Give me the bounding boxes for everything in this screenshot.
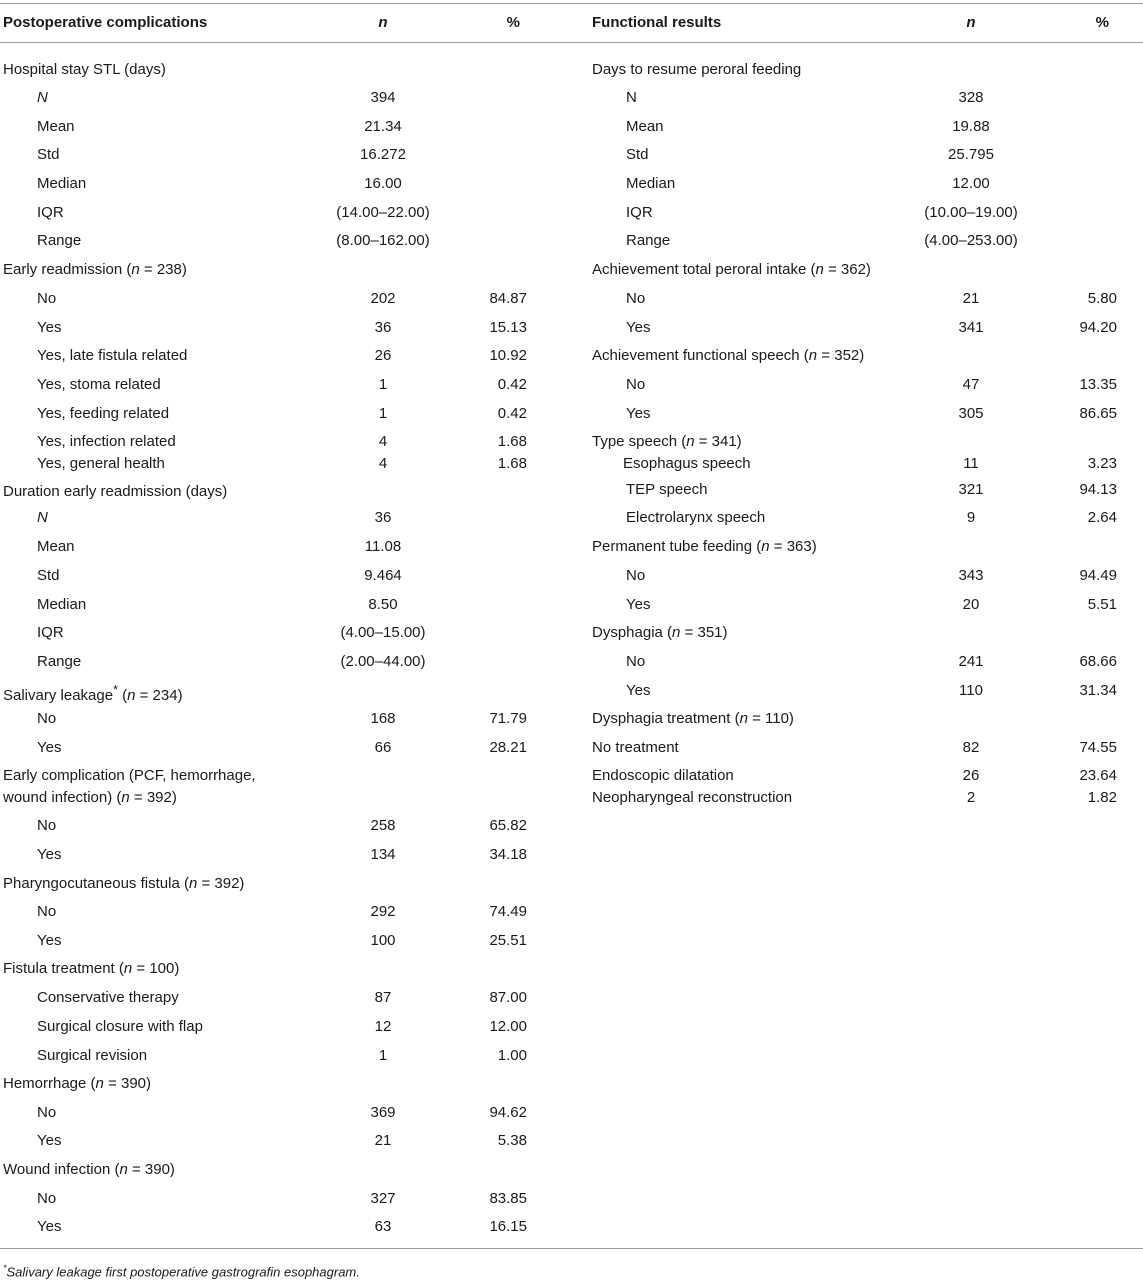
left-row-label: Median bbox=[37, 596, 87, 613]
left-row-label: Salivary leakage* (n = 234) bbox=[3, 683, 183, 704]
right-row-pct: 13.35 bbox=[1079, 376, 1117, 393]
right-row-label: Yes bbox=[626, 596, 651, 613]
left-row-n: 1 bbox=[378, 1047, 388, 1064]
left-row-label: Hospital stay STL (days) bbox=[3, 61, 166, 78]
right-row-pct: 5.51 bbox=[1087, 596, 1117, 613]
left-row-n: 168 bbox=[370, 710, 396, 727]
left-row-n: 12 bbox=[374, 1018, 392, 1035]
left-row-label: Wound infection (n = 390) bbox=[3, 1161, 175, 1178]
left-row-label: Mean bbox=[37, 118, 75, 135]
right-row-pct: 94.20 bbox=[1079, 319, 1117, 336]
left-row-n: 21 bbox=[374, 1132, 392, 1149]
left-row-n: (2.00–44.00) bbox=[340, 653, 426, 670]
left-row-label: Fistula treatment (n = 100) bbox=[3, 960, 180, 977]
right-row-pct: 2.64 bbox=[1087, 509, 1117, 526]
left-row-label: Early complication (PCF, hemorrhage, bbox=[3, 767, 256, 784]
left-header-pct: % bbox=[506, 14, 520, 31]
left-row-label: IQR bbox=[37, 624, 64, 641]
right-row-label: Type speech (n = 341) bbox=[592, 433, 742, 450]
right-header-pct: % bbox=[1095, 14, 1109, 31]
left-row-label: No bbox=[37, 817, 57, 834]
left-row-pct: 74.49 bbox=[489, 903, 527, 920]
right-row-n: 26 bbox=[962, 767, 980, 784]
top-rule bbox=[0, 3, 1143, 4]
right-row-label: Range bbox=[626, 232, 671, 249]
left-row-n: 36 bbox=[374, 509, 392, 526]
right-row-pct: 23.64 bbox=[1079, 767, 1117, 784]
left-row-n: 327 bbox=[370, 1190, 396, 1207]
right-row-label: Dysphagia treatment (n = 110) bbox=[592, 710, 794, 727]
right-row-label: Median bbox=[626, 175, 676, 192]
right-row-pct: 94.49 bbox=[1079, 567, 1117, 584]
right-row-label: Achievement total peroral intake (n = 362) bbox=[592, 261, 871, 278]
left-row-n: (14.00–22.00) bbox=[336, 204, 430, 221]
left-row-pct: 16.15 bbox=[489, 1218, 527, 1235]
right-row-label: Achievement functional speech (n = 352) bbox=[592, 347, 865, 364]
left-row-label: N bbox=[37, 509, 48, 526]
left-row-label: Yes, general health bbox=[37, 455, 165, 472]
left-row-n: 16.00 bbox=[364, 175, 402, 192]
right-row-pct: 5.80 bbox=[1087, 290, 1117, 307]
header-rule bbox=[0, 42, 1143, 43]
left-row-n: 4 bbox=[378, 433, 388, 450]
left-row-label: Yes bbox=[37, 739, 62, 756]
left-row-n: 258 bbox=[370, 817, 396, 834]
left-header-n: n bbox=[378, 14, 388, 31]
right-row-label: Esophagus speech bbox=[623, 455, 751, 472]
right-row-n: 2 bbox=[966, 789, 976, 806]
right-row-label: Electrolarynx speech bbox=[626, 509, 766, 526]
left-row-label: Duration early readmission (days) bbox=[3, 483, 228, 500]
left-row-n: 63 bbox=[374, 1218, 392, 1235]
left-row-label: Yes bbox=[37, 1218, 62, 1235]
left-row-n: (8.00–162.00) bbox=[336, 232, 430, 249]
left-row-pct: 10.92 bbox=[489, 347, 527, 364]
right-row-label: Days to resume peroral feeding bbox=[592, 61, 802, 78]
left-row-label: Std bbox=[37, 567, 60, 584]
left-row-label: No bbox=[37, 903, 57, 920]
left-row-label: Early readmission (n = 238) bbox=[3, 261, 187, 278]
right-row-label: N bbox=[626, 89, 637, 106]
left-row-pct: 1.00 bbox=[497, 1047, 527, 1064]
left-row-label: Surgical closure with flap bbox=[37, 1018, 203, 1035]
left-row-pct: 83.85 bbox=[489, 1190, 527, 1207]
bottom-rule bbox=[0, 1248, 1143, 1249]
right-row-label: TEP speech bbox=[626, 481, 708, 498]
left-row-pct: 25.51 bbox=[489, 932, 527, 949]
left-row-n: 1 bbox=[378, 376, 388, 393]
left-row-pct: 65.82 bbox=[489, 817, 527, 834]
left-row-label: Yes bbox=[37, 932, 62, 949]
right-row-label: Yes bbox=[626, 319, 651, 336]
left-row-n: 134 bbox=[370, 846, 396, 863]
right-row-n: 321 bbox=[958, 481, 984, 498]
left-row-n: 21.34 bbox=[364, 118, 402, 135]
left-row-label: No bbox=[37, 710, 57, 727]
right-header-label: Functional results bbox=[592, 14, 722, 31]
left-header-label: Postoperative complications bbox=[3, 14, 208, 31]
left-row-n: 16.272 bbox=[360, 146, 406, 163]
left-row-label: Yes bbox=[37, 846, 62, 863]
right-row-label: No treatment bbox=[592, 739, 679, 756]
left-row-label: Conservative therapy bbox=[37, 989, 179, 1006]
right-row-n: 25.795 bbox=[948, 146, 994, 163]
right-row-label: No bbox=[626, 567, 646, 584]
left-row-pct: 12.00 bbox=[489, 1018, 527, 1035]
right-row-label: Mean bbox=[626, 118, 664, 135]
left-row-label: Yes bbox=[37, 1132, 62, 1149]
table-footnote: *Salivary leakage first postoperative gastrografin esophagram. bbox=[3, 1263, 360, 1280]
left-row-n: 8.50 bbox=[368, 596, 398, 613]
right-row-pct: 31.34 bbox=[1079, 682, 1117, 699]
left-row-pct: 0.42 bbox=[497, 405, 527, 422]
left-row-n: 87 bbox=[374, 989, 392, 1006]
right-row-n: 110 bbox=[959, 682, 983, 699]
left-row-label: Range bbox=[37, 232, 82, 249]
right-row-label: No bbox=[626, 376, 646, 393]
left-row-label: Surgical revision bbox=[37, 1047, 148, 1064]
left-row-n: 394 bbox=[370, 89, 396, 106]
left-row-label: Median bbox=[37, 175, 87, 192]
left-row-pct: 1.68 bbox=[497, 455, 527, 472]
right-row-pct: 68.66 bbox=[1079, 653, 1117, 670]
left-row-label: Yes, infection related bbox=[37, 433, 176, 450]
right-row-label: Dysphagia (n = 351) bbox=[592, 624, 728, 641]
right-row-label: Yes bbox=[626, 405, 651, 422]
left-row-label: No bbox=[37, 290, 57, 307]
right-row-n: 341 bbox=[958, 319, 984, 336]
right-row-n: (10.00–19.00) bbox=[924, 204, 1018, 221]
left-row-n: 11.08 bbox=[364, 538, 402, 555]
right-row-pct: 3.23 bbox=[1087, 455, 1117, 472]
left-row-pct: 84.87 bbox=[489, 290, 527, 307]
right-row-n: 21 bbox=[962, 290, 980, 307]
right-row-pct: 94.13 bbox=[1079, 481, 1117, 498]
right-row-label: Endoscopic dilatation bbox=[592, 767, 734, 784]
left-row-pct: 0.42 bbox=[497, 376, 527, 393]
right-row-n: 11 bbox=[963, 455, 979, 472]
right-header-n: n bbox=[966, 14, 976, 31]
left-row-label: N bbox=[37, 89, 48, 106]
left-row-n: 26 bbox=[374, 347, 392, 364]
right-row-label: No bbox=[626, 653, 646, 670]
left-row-n: 1 bbox=[378, 405, 388, 422]
left-row-label: Yes, stoma related bbox=[37, 376, 161, 393]
left-row-label: Hemorrhage (n = 390) bbox=[3, 1075, 152, 1092]
right-row-label: Std bbox=[626, 146, 649, 163]
left-row-label: IQR bbox=[37, 204, 64, 221]
right-row-n: 328 bbox=[958, 89, 984, 106]
right-row-n: 47 bbox=[962, 376, 980, 393]
right-row-pct: 86.65 bbox=[1079, 405, 1117, 422]
left-row-pct: 1.68 bbox=[497, 433, 527, 450]
left-row-n: 36 bbox=[374, 319, 392, 336]
left-row-n: 66 bbox=[374, 739, 392, 756]
left-row-label: No bbox=[37, 1104, 57, 1121]
left-row-pct: 34.18 bbox=[489, 846, 527, 863]
left-row-n: 100 bbox=[370, 932, 396, 949]
left-row-label: Mean bbox=[37, 538, 75, 555]
right-row-n: 12.00 bbox=[952, 175, 990, 192]
right-row-pct: 1.82 bbox=[1087, 789, 1117, 806]
left-row-label: Yes, feeding related bbox=[37, 405, 170, 422]
right-row-n: (4.00–253.00) bbox=[924, 232, 1018, 249]
left-row-label: Yes bbox=[37, 319, 62, 336]
left-row-pct: 87.00 bbox=[489, 989, 527, 1006]
right-row-n: 82 bbox=[962, 739, 980, 756]
left-row-label: No bbox=[37, 1190, 57, 1207]
right-row-label: Permanent tube feeding (n = 363) bbox=[592, 538, 817, 555]
right-row-label: Yes bbox=[626, 682, 651, 699]
right-row-n: 305 bbox=[958, 405, 984, 422]
left-row-label: Pharyngocutaneous fistula (n = 392) bbox=[3, 875, 245, 892]
right-row-n: 343 bbox=[958, 567, 984, 584]
left-row-label: wound infection) (n = 392) bbox=[3, 789, 177, 806]
left-row-n: 4 bbox=[378, 455, 388, 472]
right-row-pct: 74.55 bbox=[1079, 739, 1117, 756]
left-row-pct: 5.38 bbox=[497, 1132, 527, 1149]
left-row-pct: 94.62 bbox=[489, 1104, 527, 1121]
right-row-n: 20 bbox=[962, 596, 980, 613]
right-row-label: Neopharyngeal reconstruction bbox=[592, 789, 793, 806]
right-row-n: 241 bbox=[958, 653, 984, 670]
left-row-n: (4.00–15.00) bbox=[340, 624, 426, 641]
right-row-n: 19.88 bbox=[952, 118, 990, 135]
left-row-n: 369 bbox=[370, 1104, 396, 1121]
left-row-label: Range bbox=[37, 653, 82, 670]
left-row-n: 202 bbox=[370, 290, 396, 307]
left-row-label: Yes, late fistula related bbox=[37, 347, 188, 364]
left-row-pct: 71.79 bbox=[489, 710, 527, 727]
left-row-label: Std bbox=[37, 146, 60, 163]
left-row-pct: 15.13 bbox=[489, 319, 527, 336]
right-row-n: 9 bbox=[966, 509, 976, 526]
left-row-n: 292 bbox=[370, 903, 396, 920]
right-row-label: IQR bbox=[626, 204, 653, 221]
left-row-pct: 28.21 bbox=[489, 739, 527, 756]
left-row-n: 9.464 bbox=[364, 567, 402, 584]
right-row-label: No bbox=[626, 290, 646, 307]
